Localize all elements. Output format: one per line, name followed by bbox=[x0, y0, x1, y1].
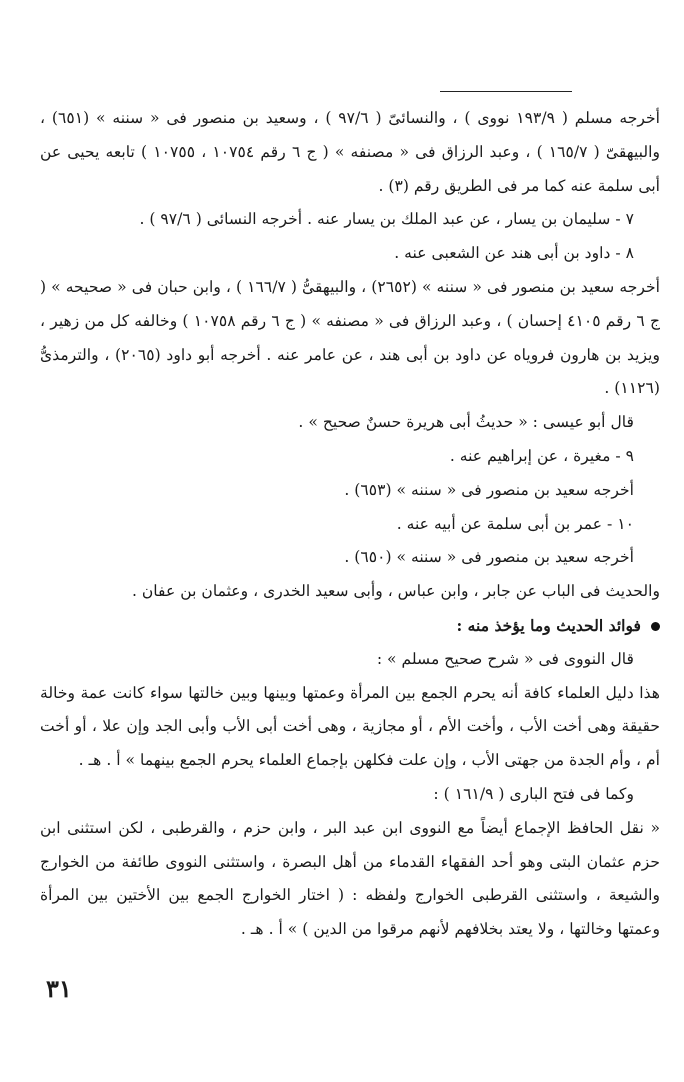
paragraph-6: ٩ - مغيرة ، عن إبراهيم عنه . bbox=[449, 446, 634, 465]
paragraph-14: وكما فى فتح البارى ( ١٦١/٩ ) : bbox=[433, 784, 634, 803]
paragraph-15: « نقل الحافظ الإجماع أيضاً مع النووى ابن عبد البر ، وابن حزم ، والقرطبى ، لكن استثنى ابن حزم عثمان البتى وهو أحد الفقهاء القدماء من أهل البصرة ، واستثنى النووى طائفة من الخوارج والشيعة ، واستثنى القرطبى الخوارج ولفظه : ( اختار الخوارج الجمع بين الأختين بين المرأة وعمتها وخالتها ، ولا يعتد بخلافهم لأنهم مرقوا من الدين ) » أ . هـ . bbox=[40, 818, 660, 939]
paragraph-13: هذا دليل العلماء كافة أنه يحرم الجمع بين المرأة وعمتها وبينها وبين خالتها سواء كانت عمة وخالة حقيقة وهى أخت الأب ، وأخت الأم ، أو مجازية ، وهى أخت أبى الأب وأبى الجد وإن علا ، أو أخت أم ، وأم الجدة من جهتى الأب ، وإن علت فكلهن بإجماع العلماء يحرم الجمع بينهما » أ . هـ . bbox=[40, 683, 660, 770]
paragraph-8: ١٠ - عمر بن أبى سلمة عن أبيه عنه . bbox=[396, 514, 634, 533]
footnote-separator-rule bbox=[440, 91, 572, 92]
bullet-icon bbox=[651, 622, 660, 631]
paragraph-2: ٧ - سليمان بن يسار ، عن عبد الملك بن يسار عنه . أخرجه النسائى ( ٩٧/٦ ) . bbox=[139, 210, 634, 229]
page-body bbox=[40, 102, 660, 947]
section-heading bbox=[40, 609, 660, 643]
paragraph-9: أخرجه سعيد بن منصور فى « سننه » (٦٥٠) . bbox=[344, 548, 634, 567]
paragraph-7: أخرجه سعيد بن منصور فى « سننه » (٦٥٣) . bbox=[344, 480, 634, 499]
paragraph-12: قال النووى فى « شرح صحيح مسلم » : bbox=[376, 649, 634, 668]
paragraph-1: أخرجه مسلم ( ١٩٣/٩ نووى ) ، والنسائىّ ( ٩٧/٦ ) ، وسعيد بن منصور فى « سننه » (٦٥١) ، والبيهقىّ ( ١٦٥/٧ ) ، وعبد الرزاق فى « مصنفه » ( ج ٦ رقم ١٠٧٥٤ ، ١٠٧٥٥ ) تابعه يحيى عن أبى سلمة عنه كما مر فى الطريق رقم (٣) . bbox=[40, 109, 660, 195]
paragraph-4: أخرجه سعيد بن منصور فى « سننه » (٢٦٥٢) ، والبيهقىُّ ( ١٦٦/٧ ) ، وابن حبان فى « صحيحه » ( ج ٦ رقم ٤١٠٥ إحسان ) ، وعبد الرزاق فى « مصنفه » ( ج ٦ رقم ١٠٧٥٨ ) وخالفه كل من زهير ، ويزيد بن هارون فروياه عن داود بن أبى هند ، عن عامر عنه . أخرجه أبو داود (٢٠٦٥) ، والترمذىُّ (١١٢٦) . bbox=[40, 277, 661, 398]
paragraph-5: قال أبو عيسى : « حديثُ أبى هريرة حسنٌ صحيح » . bbox=[298, 413, 634, 432]
paragraph-3: ٨ - داود بن أبى هند عن الشعبى عنه . bbox=[394, 244, 634, 263]
page-number: ٣١ bbox=[46, 974, 72, 1003]
section-heading-text: فوائد الحديث وما يؤخذ منه : bbox=[456, 615, 641, 635]
paragraph-10: والحديث فى الباب عن جابر ، وابن عباس ، وأبى سعيد الخدرى ، وعثمان بن عفان . bbox=[131, 582, 660, 601]
